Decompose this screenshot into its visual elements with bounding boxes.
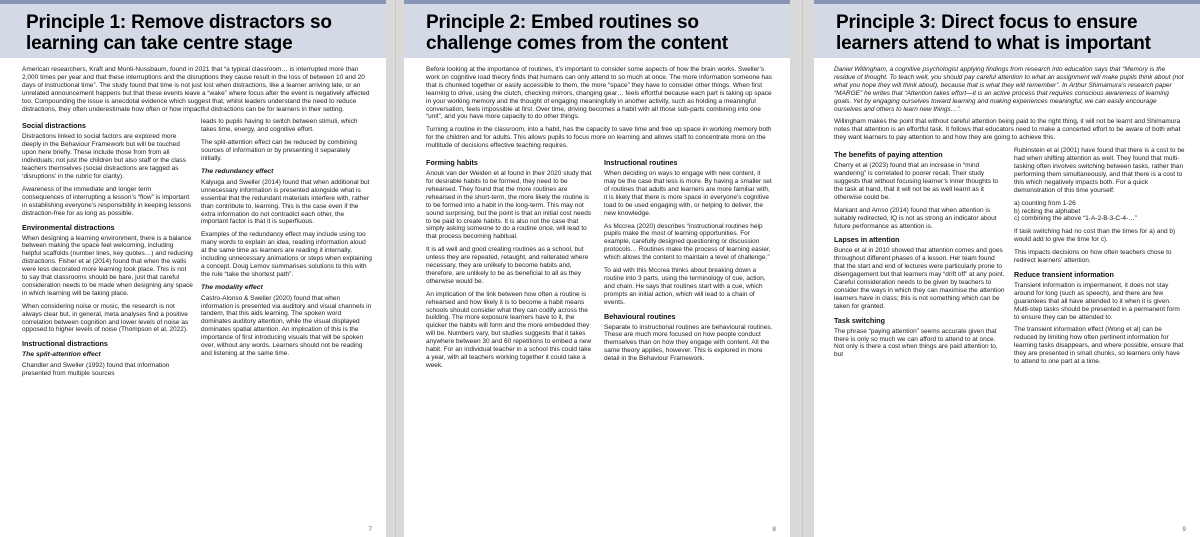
title-line: challenge comes from the content	[426, 33, 728, 54]
title-line: learners attend to what is important	[836, 33, 1151, 54]
section-heading: Forming habits	[426, 158, 478, 168]
column-left	[22, 118, 193, 383]
paragraph: The transient information effect (Wong et al) can be reduced by limiting how often pertinent information for learning tasks disappears, and where possible, ensure that they are presented in small chunks, so learners only have to attend to one part at a time.	[1014, 326, 1184, 366]
subsection-heading: The split-attention effect	[22, 351, 101, 359]
section-heading: Social distractions	[22, 121, 86, 131]
subsection-heading: The redundancy effect	[201, 167, 274, 175]
paragraph: leads to pupils having to switch between stimuli, which takes time, energy, and cognitive effort.	[201, 118, 358, 134]
list-item: c) combining the above “1-A-2-B-3-C-4-…”	[1014, 215, 1137, 223]
intro-paragraph: Willingham makes the point that without careful attention being paid to the right thing, it will not be learnt and Shimamura notes that attention is an effortful task. It follows that educators need to make a concerted effort to be aware of both what they want learners to pay attention to and how they are going to achieve this.	[834, 118, 1181, 142]
column-right	[201, 118, 372, 383]
list-item: b) reciting the alphabet	[1014, 207, 1081, 215]
page-title	[836, 12, 1151, 54]
paragraph: Cherry et al (2023) found that an increase in “mind wandering” is correlated to poorer recall. Their study suggests that without focusing learner’s inner thoughts to the task at hand, that it will not be as well learnt as it otherwise could be.	[834, 162, 999, 201]
paragraph: Anouk van der Weiden et al found in their 2020 study that for desirable habits to be formed, they need to be rehearsed. They found that the more routines are rehearsed in the short-term, the more likely the routine is to be formed into a habit in the long-term. This may not sound surprising, but the point is that an initial cost needs to be paid to create habits. It is also not the case that simply asking someone to do a routine once, will lead to that process becoming habitual.	[426, 170, 592, 241]
page-title	[426, 12, 728, 54]
title-line: Principle 2: Embed routines so	[426, 12, 699, 33]
page-body	[426, 66, 774, 523]
paragraph: As Mccrea (2020) describes “instructional routines help pupils make the most of learning opportunities. For example, carefully designed questioning or discussion protocols… Routines make the process of learning easier, which allows the content to maintain a level of challenge.”	[604, 222, 771, 262]
section-heading: Environmental distractions	[22, 222, 115, 232]
column-right	[1014, 147, 1186, 371]
title-line: Principle 3: Direct focus to ensure	[836, 12, 1138, 33]
list-item: a) counting from 1-26	[1014, 199, 1076, 207]
page-number: 9	[1182, 526, 1186, 533]
section-heading: Behavioural routines	[604, 311, 676, 321]
document-page-3	[814, 0, 1200, 537]
paragraph: Castro-Alonso & Sweller (2020) found that when information is presented via auditory and visual channels in tandem, that this aids learning. The spoken word dominates auditory attention, while the visual displayed dominates spatial attention. An implication of this is the importance of first introducing visuals that will be spoken over, without any words. Learners should not be reading and listening at the same time.	[201, 294, 372, 357]
paragraph: The split-attention effect can be reduced by combining sources of information or by presenting it separately initially.	[201, 139, 357, 163]
section-heading: Reduce transient information	[1014, 269, 1114, 279]
paragraph: When deciding on ways to engage with new content, it may be the case that less is more. By having a smaller set of routines that adults and learners are more familiar with, it is likely that there is more space in everyone’s cognitive load to be used engaging with, or helping to deliver, the new knowledge.	[604, 170, 772, 217]
page-gutter	[386, 0, 404, 537]
page-body	[22, 66, 372, 523]
paragraph: It is all well and good creating routines as a school, but unless they are repeated, retaught, and reiterated where necessary, they are unlikely to become habits and, therefore, are unlikely to be as beneficial to all as they otherwise would be.	[426, 246, 589, 285]
paragraph: Kalyuga and Sweller (2014) found that when additional but unnecessary information is presented alongside what is essential that the redundant materials interfere with, rather than contribute to, learning. This is the case even if the extra information do not contradict each other, the important factor is that it is superfluous.	[201, 178, 370, 226]
paragraph: An implication of the link between how often a routine is rehearsed and how likely it is to become a habit means schools should consider what they can codify across the building. The more exposure learners have to it, the quicker the habits will form and the more embedded they will be. Numbers vary, but studies suggests that it takes anywhere between 30 and 60 repetitions to embed a new habit. For an individual teacher in a school this could take a year, with all teachers working together it could take a week.	[426, 290, 592, 369]
paragraph: Awareness of the immediate and longer term consequences of interrupting a lesson’s “flow” is important in establishing everyone’s responsibility in keeping lessons distraction-free for as long as possible.	[22, 185, 191, 217]
principle-header	[814, 0, 1200, 58]
paragraph: Markant and Amso (2014) found that when attention is suitably redirected, IQ is not as strong an indicator about future performance as attention is.	[834, 206, 997, 230]
paragraph: Chandler and Sweller (1992) found that information presented from multiple sources	[22, 362, 170, 378]
paragraph: When considering noise or music, the research is not always clear but, in general, meta analyses find a positive correlation between cognition and lower levels of noise as opposed to higher levels of noise (Thompson et al, 2022).	[22, 302, 189, 334]
paragraph: Bunce et al in 2010 showed that attention comes and goes throughout different phases of a lesson. Her team found that the start and end of lectures were particularly prone to disengagement but that learners may “drift off” at any point. Careful consideration needs to be given by teachers to consider the ways in which they can maximise the attention learners have in class; this is not something which can be taken for granted.	[834, 247, 1005, 310]
paragraph: This impacts decisions on how often teachers chose to redirect learners’ attention.	[1014, 249, 1172, 265]
section-heading: Task switching	[834, 315, 885, 325]
paragraph: Separate to instructional routines are behavioural routines. These are much more focused on how people conduct themselves than on how they engage with content. All the same theory applies, however. This is explored in more detail in the Behaviour Framework.	[604, 323, 773, 363]
section-heading: Instructional distractions	[22, 339, 108, 349]
two-column-section	[22, 118, 372, 383]
page-number: 7	[368, 526, 372, 533]
title-line: learning can take centre stage	[26, 33, 293, 54]
two-column-section	[834, 147, 1186, 371]
intro-paragraph: Before looking at the importance of routines, it’s important to consider some aspects of how the brain works. Sweller’s work on cognitive load theory finds that humans can only attend to so much at once. The more information someone has that is chunked together or easily accessible to them, the more “space” they have to consider other things. When first learning to drive, using the clutch, checking mirrors, changing gear… feels effortful because each part is taking up space in your working memory and the thought of engaging meaningfully in another activity, such as holding a meaningful conversation, feels impossible at first. Over time, driving becomes a habit with all those sub-parts combining into one “unit”, and you have more capacity to do other things.	[426, 66, 773, 121]
section-heading: Instructional routines	[604, 158, 678, 168]
section-heading: The benefits of paying attention	[834, 150, 943, 160]
page-gutter	[790, 0, 814, 537]
intro-paragraph: American researchers, Kraft and Monti-Nussbaum, found in 2021 that “a typical classroom… is interrupted more than 2,000 times per year and that these interruptions and the disruptions they cause result in the loss of between 10 and 20 days of instructional time”. The study found that time is not just lost when distractions, like a learner arriving late, or an unrelated announcement happens but that these events leave a “wake” where focus after the event is negatively affected too. Compounding the issue is anecdotal evidence which suggest that, whilst leaders understand the need to reduce distractions, they often underestimate how often or how impactful distractions can be for learners in their setting.	[22, 66, 370, 113]
intro-paragraph: Daniel Willingham, a cognitive psychologist applying findings from research into education says that “Memory is the residue of thought. To teach well, you should pay careful attention to what an assignment will make pupils think about (not what you hope they will think about), because that is what they will remember”. In Arthur Shimamura’s research paper “MARGE” he writes that “Attention takes effort—it is an active process that requires conscious awareness of learning goals. Yet by engaging ourselves toward learning and making experiences meaningful, we can easily encourage ourselves and others to learn new things…”.	[834, 66, 1184, 113]
intro-paragraph: Turning a routine in the classroom, into a habit, has the capacity to save time and free up space in working memory both for the children and for adults. This allows pupils to focus more on learning and allows staff to concentrate more on the multitude of decisions effective teaching requires.	[426, 126, 772, 150]
principle-header	[0, 0, 386, 58]
column-left	[834, 147, 1006, 371]
column-right	[604, 155, 774, 375]
subsection-heading: The modality effect	[201, 283, 263, 291]
paragraph: To aid with this Mccrea thinks about breaking down a routine into 3 parts, using the terminology of cue, action, and chain. He says that routines start with a cue, which prompts an initial action, which will lead to a chain of events.	[604, 267, 766, 306]
page-body	[834, 66, 1186, 523]
two-column-section	[426, 155, 774, 375]
document-page-1	[0, 0, 386, 537]
principle-header	[404, 0, 790, 58]
column-left	[426, 155, 596, 375]
paragraph: Examples of the redundancy effect may include using too many words to explain an idea, reading information aloud at the same time as learners are reading it internally, including unnecessary animations or steps when explaining a concept. Doug Lemov summarises solutions to this with the rule “take the shortest path”.	[201, 231, 372, 278]
paragraph: Transient information is impermanent, it does not stay around for long (such as speech), and there are few guarantees that all have attended to it when it is given. Multi-step tasks should be presented in a permanent form to ensure they can be attended to.	[1014, 281, 1180, 321]
section-heading: Lapses in attention	[834, 235, 900, 245]
paragraph: The phrase “paying attention” seems accurate given that there is only so much we can afford to attend to at once. Not only is there a cost when things are paid attention to, but	[834, 327, 998, 359]
page-number: 8	[772, 526, 776, 533]
document-page-2	[404, 0, 790, 537]
page-title	[26, 12, 332, 54]
title-line: Principle 1: Remove distractors so	[26, 12, 332, 33]
paragraph: Rubinstein et al (2001) have found that there is a cost to be had when shifting attention as well. They found that multi-tasking often involves switching between tasks, rather than performing them simultaneously, and that there is a cost to this which negatively impacts both. For a quick demonstration of this time yourself:	[1014, 147, 1185, 194]
paragraph: If task switching had no cost than the times for a) and b) would add to give the time for c).	[1014, 228, 1176, 244]
paragraph: When designing a learning environment, there is a balance between making the space feel welcoming, including helpful scaffolds (number lines, key quotes…) and reducing distractions. Fisher et al (2014) found that when the walls were less decorated more learning took place. This is not to say that classrooms should be bare, just that careful consideration needs to be made when designing any space in which learning will be taking place.	[22, 234, 193, 297]
paragraph: Distractions linked to social factors are explored more deeply in the Behaviour Framework but will be touched upon here briefly. These include those from from all individuals; not just the children but also staff or the class teachers themselves (social distractions are tagged as ‘disruptions’ in the rubric for clarity).	[22, 133, 186, 180]
